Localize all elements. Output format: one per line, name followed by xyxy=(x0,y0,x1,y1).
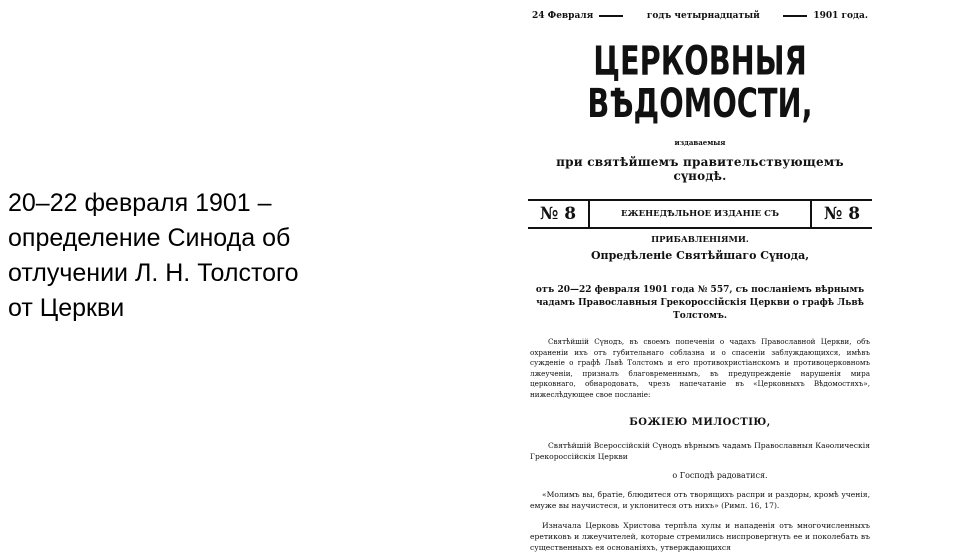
article-subheading: отъ 20—22 февраля 1901 года № 557, съ посланіемъ вѣрнымъ чадамъ Православныя Грекороссійскія Церкви о графѣ Львѣ Толстомъ. xyxy=(535,285,865,321)
caption-line-3: отлучении Л. Н. Толстого xyxy=(8,259,299,287)
year-text: годъ четырнадцатый xyxy=(646,11,760,21)
scripture-quote: «Молимъ вы, братіе, блюдитеся отъ творящихъ распри и раздоры, кромѣ ученія, емуже вы научистеся, и уклонитеся отъ нихъ» (Римл. 16, 17). xyxy=(530,489,870,510)
synod-line: при святѣйшемъ правительствующемъ сүнодѣ. xyxy=(556,155,844,183)
newspaper-title: ЦЕРКОВНЫЯ ВѢДОМОСТИ, xyxy=(587,37,813,127)
issue-year: 1901 года. xyxy=(813,11,868,21)
newspaper-scan xyxy=(528,6,872,552)
issue-number-right: № 8 xyxy=(823,204,861,224)
article-paragraph-2: Святѣйшій Всероссійскій Сүнодъ вѣрнымъ чадамъ Православныя Каѳолическія Грекороссійскія Церкви xyxy=(530,440,870,461)
article-heading: Опредѣленіе Святѣйшаго Сүнода, xyxy=(590,249,810,262)
masthead-date-line xyxy=(528,6,872,26)
caption-line-1: 20–22 февраля 1901 – xyxy=(8,189,272,217)
slide-caption xyxy=(8,186,388,326)
article-paragraph-3: Изначала Церковь Христова терпѣла хулы и нападенія отъ многочисленныхъ еретиковъ и лжеучителей, которые стремились ниспровергнуть ее и поколебать въ существенныхъ ея основаніяхъ, утверждающихся xyxy=(530,520,870,552)
caption-line-2: определение Синода об xyxy=(8,224,291,252)
issue-date: 24 Февраля xyxy=(532,11,594,21)
caption-line-4: от Церкви xyxy=(8,294,125,322)
rejoice-line: о Господѣ радоватися. xyxy=(672,470,768,480)
article-paragraph-1: Святѣйшій Сүнодъ, въ своемъ попеченіи о чадахъ Православной Церкви, объ охраненіи ихъ отъ губительнаго соблазна и о спасеніи заблуждающихся, имѣвъ сужденіе о графѣ Львѣ Толстомъ и его противохристіанскомъ и противоцерковномъ лжеученіи, призналъ благовременнымъ, въ предупрежденіе нарушенія мира церковнаго, обнародовать, чрезъ напечатаніе въ «Церковныхъ Вѣдомостяхъ», нижеслѣдующее свое посланіе: xyxy=(530,337,870,399)
published-by: издаваемыя xyxy=(674,138,726,147)
mercy-heading: БОЖІЕЮ МИЛОСТІЮ, xyxy=(629,416,771,428)
issue-bar xyxy=(528,199,872,245)
issue-number-left: № 8 xyxy=(539,204,577,224)
edition-type: ЕЖЕНЕДѢЛЬНОЕ ИЗДАНІЕ СЪ ПРИБАВЛЕНІЯМИ. xyxy=(588,201,812,227)
